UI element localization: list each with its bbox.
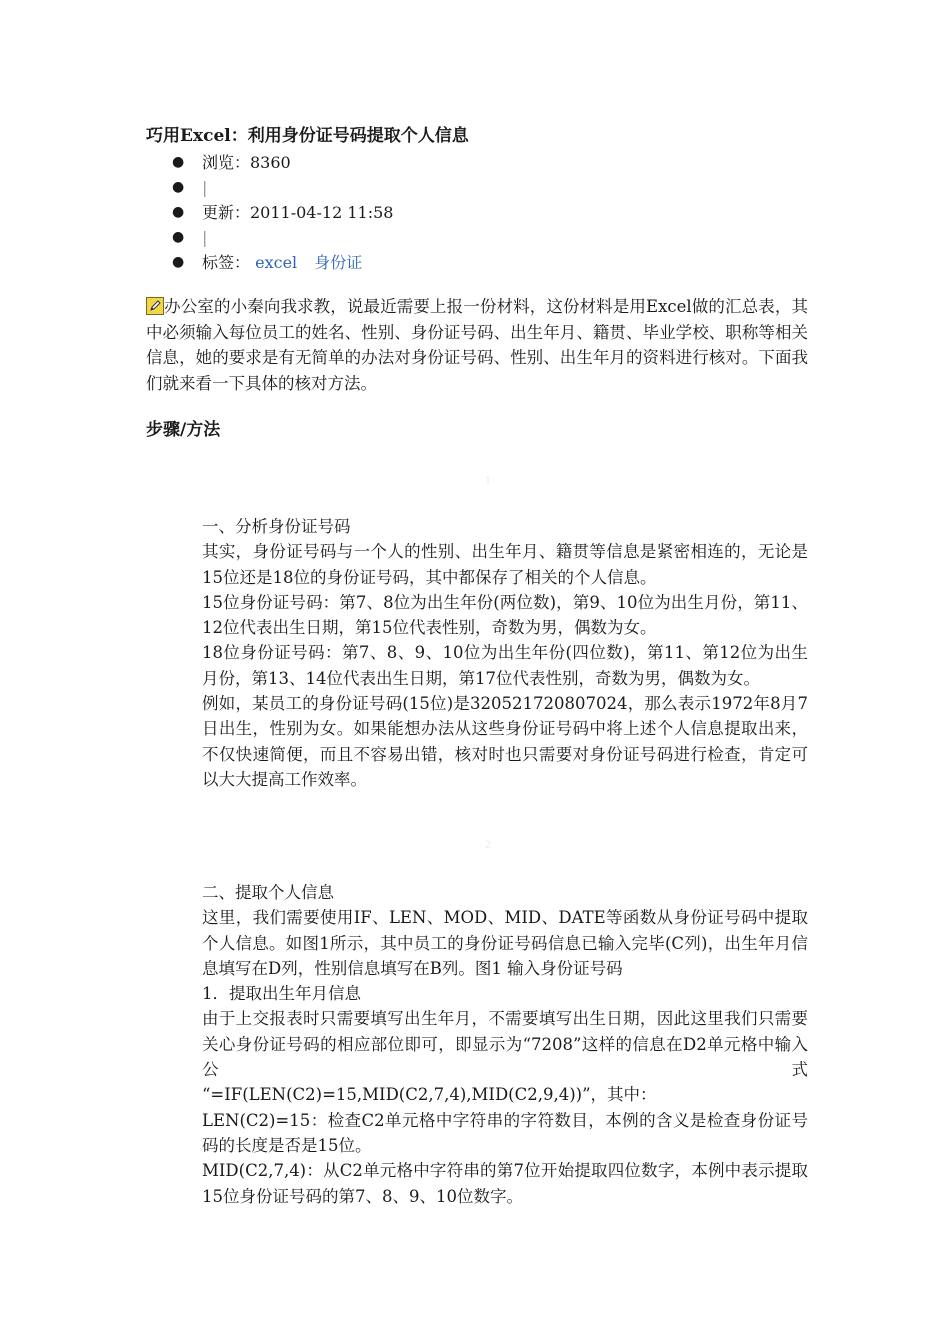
tags-prefix: 标签：	[202, 253, 251, 272]
article-title: 巧用Excel：利用身份证号码提取个人信息	[146, 126, 469, 146]
section-extract-info	[202, 880, 808, 1209]
meta-item-views	[172, 150, 393, 175]
paragraph: MID(C2,7,4)：从C2单元格中字符串的第7位开始提取四位数字，本例中表示提取15位身份证号码的第7、8、9、10位数字。	[202, 1161, 808, 1206]
paragraph: LEN(C2)=15：检查C2单元格中字符串的字符数目，本例的含义是检查身份证号码的长度是否是15位。	[202, 1110, 808, 1155]
paragraph: 由于上交报表时只需要填写出生年月，不需要填写出生日期，因此这里我们只需要关心身份证号码的相应部位即可，即显示为“7208”这样的信息在D2单元格中输入公式	[202, 1009, 808, 1080]
sub-heading: 1．提取出生年月信息	[202, 984, 361, 1004]
paragraph: 18位身份证号码：第7、8、9、10位为出生年份(四位数)，第11、第12位为出生月份，第13、14位代表出生日期，第17位代表性别，奇数为男，偶数为女。	[202, 643, 808, 688]
paragraph: 例如，某员工的身份证号码(15位)是320521720807024，那么表示1972年8月7日出生，性别为女。如果能想办法从这些身份证号码中将上述个人信息提取出来，不仅快速简便，而且不容易出错，核对时也只需要对身份证号码进行检查，肯定可以大大提高工作效率。	[202, 694, 808, 789]
meta-item-separator	[172, 225, 393, 250]
bullet-icon: ●	[172, 204, 185, 220]
bullet-icon: ●	[172, 154, 185, 170]
steps-heading: 步骤/方法	[146, 420, 221, 440]
paragraph: 其实，身份证号码与一个人的性别、出生年月、籍贯等信息是紧密相连的，无论是15位还是18位的身份证号码，其中都保存了相关的个人信息。	[202, 542, 808, 587]
bullet-icon: ●	[172, 254, 185, 270]
meta-item-separator	[172, 175, 393, 200]
views-label: 浏览：8360	[202, 153, 291, 172]
intro-paragraph	[146, 294, 808, 396]
step-marker-2: 2	[484, 840, 492, 851]
meta-item-tags	[172, 250, 393, 275]
article-meta-list	[172, 150, 393, 275]
step-marker-1: 1	[484, 476, 492, 487]
separator: |	[202, 228, 208, 247]
tag-link-excel[interactable]: excel	[255, 253, 298, 272]
section-heading: 一、分析身份证号码	[202, 517, 351, 536]
tag-link-id-card[interactable]: 身份证	[314, 253, 363, 272]
meta-item-updated	[172, 200, 393, 225]
section-analyze-id	[202, 514, 808, 792]
bullet-icon: ●	[172, 179, 185, 195]
updated-label: 更新：2011-04-12 11:58	[202, 203, 394, 222]
paragraph: 15位身份证号码：第7、8位为出生年份(两位数)，第9、10位为出生月份，第11、12位代表出生日期，第15位代表性别，奇数为男，偶数为女。	[202, 592, 808, 638]
intro-text: 办公室的小秦向我求教，说最近需要上报一份材料，这份材料是用Excel做的汇总表，其中必须输入每位员工的姓名、性别、身份证号码、出生年月、籍贯、毕业学校、职称等相关信息，她的要求是有无简单的办法对身份证号码、性别、出生年月的资料进行核对。下面我们就来看一下具体的核对方法。	[146, 297, 808, 393]
separator: |	[202, 178, 208, 197]
bullet-icon: ●	[172, 229, 185, 245]
paragraph: 这里，我们需要使用IF、LEN、MOD、MID、DATE等函数从身份证号码中提取个人信息。如图1所示，其中员工的身份证号码信息已输入完毕(C列)，出生年月信息填写在D列，性别信息填写在B列。图1 输入身份证号码	[202, 908, 808, 978]
edit-note-icon	[146, 297, 164, 315]
section-heading: 二、提取个人信息	[202, 883, 334, 902]
formula-line: “=IF(LEN(C2)=15,MID(C2,7,4),MID(C2,9,4))”，其中：	[202, 1085, 657, 1105]
